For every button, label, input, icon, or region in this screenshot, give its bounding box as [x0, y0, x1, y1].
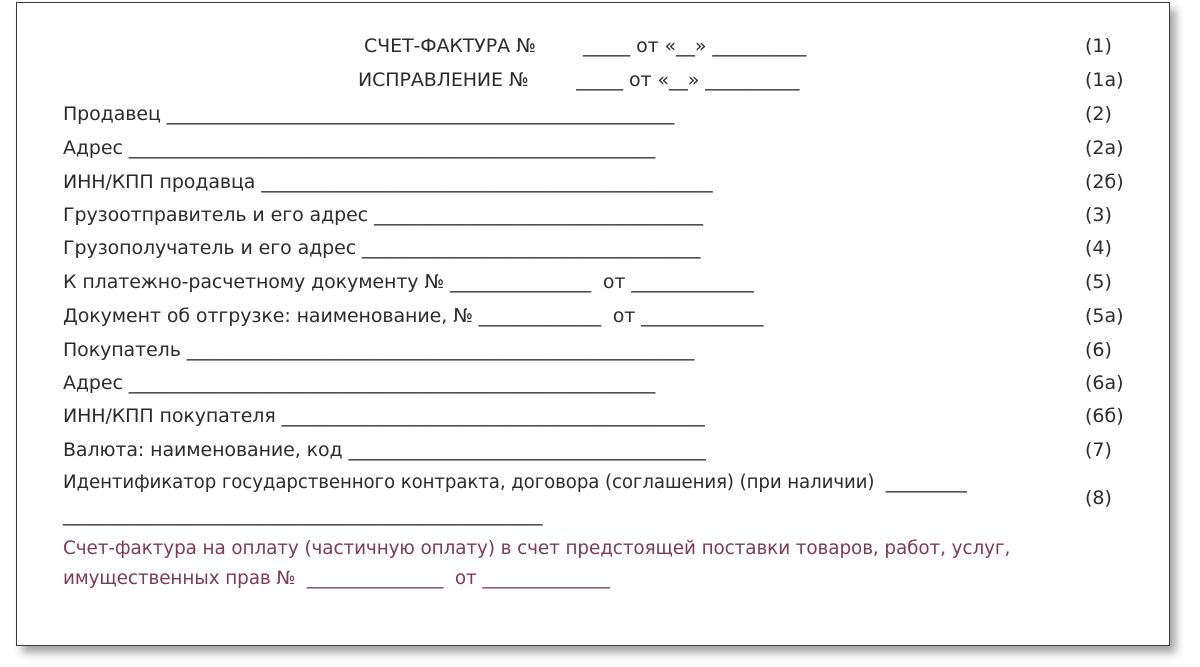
- row-code-2b: (2б): [1085, 171, 1124, 193]
- invoice-number-line: СЧЕТ-ФАКТУРА № _____ от «__» __________: [364, 35, 807, 57]
- consignee-line: Грузополучатель и его адрес ____________________________________: [63, 237, 701, 259]
- buyer-line: Покупатель ______________________________________________________: [63, 339, 695, 361]
- row-code-6a: (6а): [1085, 372, 1124, 394]
- payment-document-line: К платежно-расчетному документу № _______________ от _____________: [63, 271, 754, 293]
- row-code-6b: (6б): [1085, 405, 1124, 427]
- row-code-6: (6): [1085, 339, 1112, 361]
- buyer-address-line: Адрес ________________________________________________________: [63, 372, 656, 394]
- row-code-1a: (1а): [1085, 69, 1124, 91]
- shipper-line: Грузоотправитель и его адрес ___________________________________: [63, 204, 703, 226]
- row-code-3: (3): [1085, 204, 1112, 226]
- row-code-7: (7): [1085, 439, 1112, 461]
- row-code-2a: (2а): [1085, 137, 1124, 159]
- row-code-4: (4): [1085, 237, 1112, 259]
- contract-identifier-continuation: ___________________________________________________: [63, 504, 543, 526]
- contract-identifier-line: Идентификатор государственного контракта, договора (соглашения) (при наличии) _________: [63, 472, 967, 493]
- seller-inn-line: ИНН/КПП продавца ________________________________________________: [63, 171, 713, 193]
- row-code-2: (2): [1085, 103, 1112, 125]
- row-code-8: (8): [1085, 487, 1112, 509]
- prepayment-property-rights-line: имущественных прав № _______________ от ______________: [63, 568, 610, 589]
- correction-number-line: ИСПРАВЛЕНИЕ № _____ от «__» __________: [358, 69, 800, 91]
- shipping-document-line: Документ об отгрузке: наименование, № _____________ от _____________: [63, 305, 764, 327]
- prepayment-invoice-line: Счет-фактура на оплату (частичную оплату) в счет предстоящей поставки товаров, работ, услуг,: [63, 538, 1011, 559]
- row-code-5: (5): [1085, 271, 1112, 293]
- currency-line: Валюта: наименование, код ______________________________________: [63, 439, 706, 461]
- row-code-1: (1): [1085, 35, 1112, 57]
- buyer-inn-line: ИНН/КПП покупателя _____________________________________________: [63, 405, 705, 427]
- seller-address-line: Адрес ________________________________________________________: [63, 137, 656, 159]
- row-code-5a: (5а): [1085, 305, 1124, 327]
- seller-line: Продавец ______________________________________________________: [63, 103, 675, 125]
